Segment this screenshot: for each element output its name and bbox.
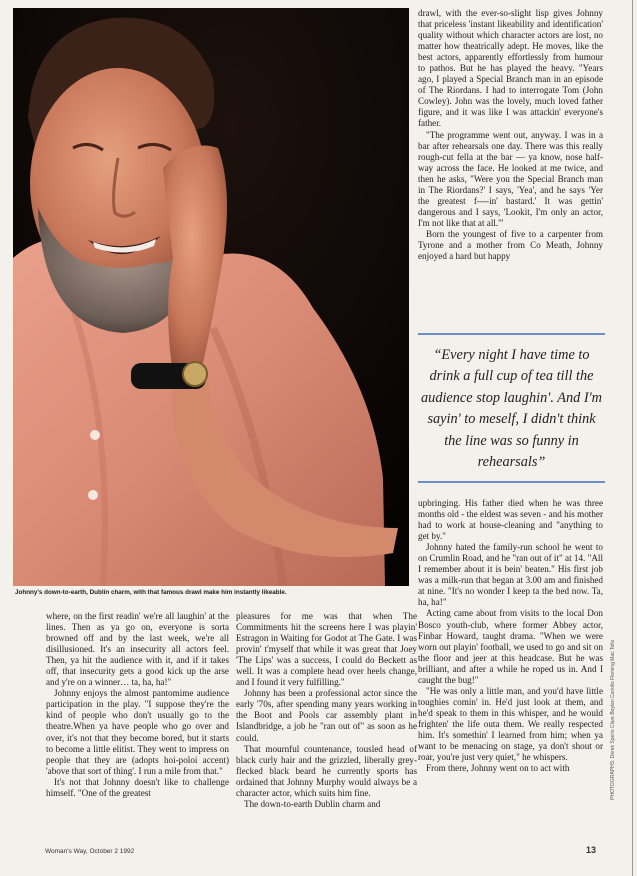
paragraph: where, on the first readin' we're all laughin' at the lines. Then as ya go on, everyone is sorta browned off and by the last week, we're all disillusioned. It's an insecurity all actors feel. Then, ya hit the audience with it, and if it takes off, that insecurity gets a good kick up the arse and y're on a winner… ta, ha, ha!" [46,611,229,688]
paragraph: From there, Johnny went on to act with [426,763,570,774]
paragraph: The down-to-earth Dublin charm and [244,798,381,809]
paragraph: upbringing. His father died when he was three months old - the eldest was seven - and his mother had to work at house-cleaning and "anything to get by." [418,498,603,542]
article-column-3-top [418,8,603,262]
page-number: 13 [586,845,597,855]
paragraph: drawl, with the ever-so-slight lisp gives Johnny that priceless 'instant likeability and identification' quality without which character actors are lost, no matter how theatrically adept. He moves, like the best actors, apparently effortlessly from humour to pathos. But he has played the heavy. "Years ago, I played a Special Branch man in an episode of The Riordans. I had to interrogate Tom (John Cowley). John was the lovely, much loved father figure, and it was like I was attackin' everyone's father. [418,8,603,129]
paragraph: Johnny enjoys the almost pantomime audience participation in the play. "I suppose they're the kind of people who don't usually go to the theatre.When ya have people who go over and over, it's not that they become bored, but it starts to become a little elitist. They went to impress on people that they are (adopts hoi-poloi accent) 'above that sort of thing'. I run a mile from that." [46,688,229,776]
photo-credit: PHOTOGRAPHS: Derek Speirs Clare Boylan Coriolis Fleming Mac Tells [610,640,616,800]
portrait-photo [13,8,409,586]
paragraph: Johnny hated the family-run school he went to on Crumlin Road, and he "ran out of it" at 14. "All I remember about it is bein' beaten." His first job was a milk-run that began at 3.00 am and finished at nine. "It's no wonder I keep ta the bed now. Ta, ha, ha!" [418,542,603,608]
paragraph: Born the youngest of five to a carpenter from Tyrone and a mother from Co Meath, Johnny enjoyed a hard but happy [418,228,603,262]
publication-footer: Woman's Way, October 2 1992 [45,848,135,855]
article-column-1 [46,611,229,799]
paragraph: That mournful countenance, tousled head of black curly hair and the grizzled, liberally grey-flecked black beard he currently sports has ordained that Johnny Murphy would always be a character actor, which suits him fine. [236,743,417,798]
paragraph: Acting came about from visits to the local Don Bosco youth-club, where former Abbey actor, Finbar Howard, taught drama. "When we were worn out playin' football, we used to go and sit on the floor and jeer at this headcase. But he was brilliant, and after a while he roped us in. And I caught the bug!" [418,608,603,685]
paragraph: pleasures for me was that when The Commitments hit the screens here I was playin' Estragon in Waiting for Godot at The Gate. I was provin' t'myself that while it was great that Joey 'The Lips' was a success, I could do Beckett as well. It was a complete head over heels change, and I found it very fulfilling." [236,611,417,688]
paragraph: "He was only a little man, and you'd have little toughies comin' in. He'd just look at them, and he'd speak to them in this whisper, and he would frighten' the life outa them. We really respected him. It's somethin' I learned from him; when ya want to be menacing on stage, ya don't shout or roar, you're just very quiet," he whispers. [418,685,603,763]
paragraph: "The programme went out, anyway. I was in a bar after rehearsals one day. There was this really rough-cut fella at the bar — ya know, nose half-way across the face. He looked at me twice, and then he asks, "Were you the Special Branch man in The Riordans?' I says, 'Yea', and he says 'Yer the greatest f----in' bastard.' It was gettin' dangerous and I says, 'Lookit, I'm only an actor, I'm not like that at all.'" [418,129,603,228]
article-column-3-bottom [418,498,603,774]
article-column-2 [236,611,417,810]
pull-quote [418,333,605,483]
page-edge [632,0,633,876]
paragraph: It's not that Johnny doesn't like to challenge himself. "One of the greatest [46,776,229,798]
pull-quote-text: “Every night I have time to drink a full cup of tea till the audience stop laughin'. And I'm sayin' to meself, I didn't think the line was so funny in rehearsals” [421,347,602,471]
photo-caption: Johnny's down-to-earth, Dublin charm, with that famous drawl make him instantly likeable. [15,589,287,596]
paragraph: Johnny has been a professional actor since the early '70s, after spending many years working in the Boot and Pools car assembly plant in Islandbridge, a job he "ran out of" as soon as he could. [236,688,417,743]
